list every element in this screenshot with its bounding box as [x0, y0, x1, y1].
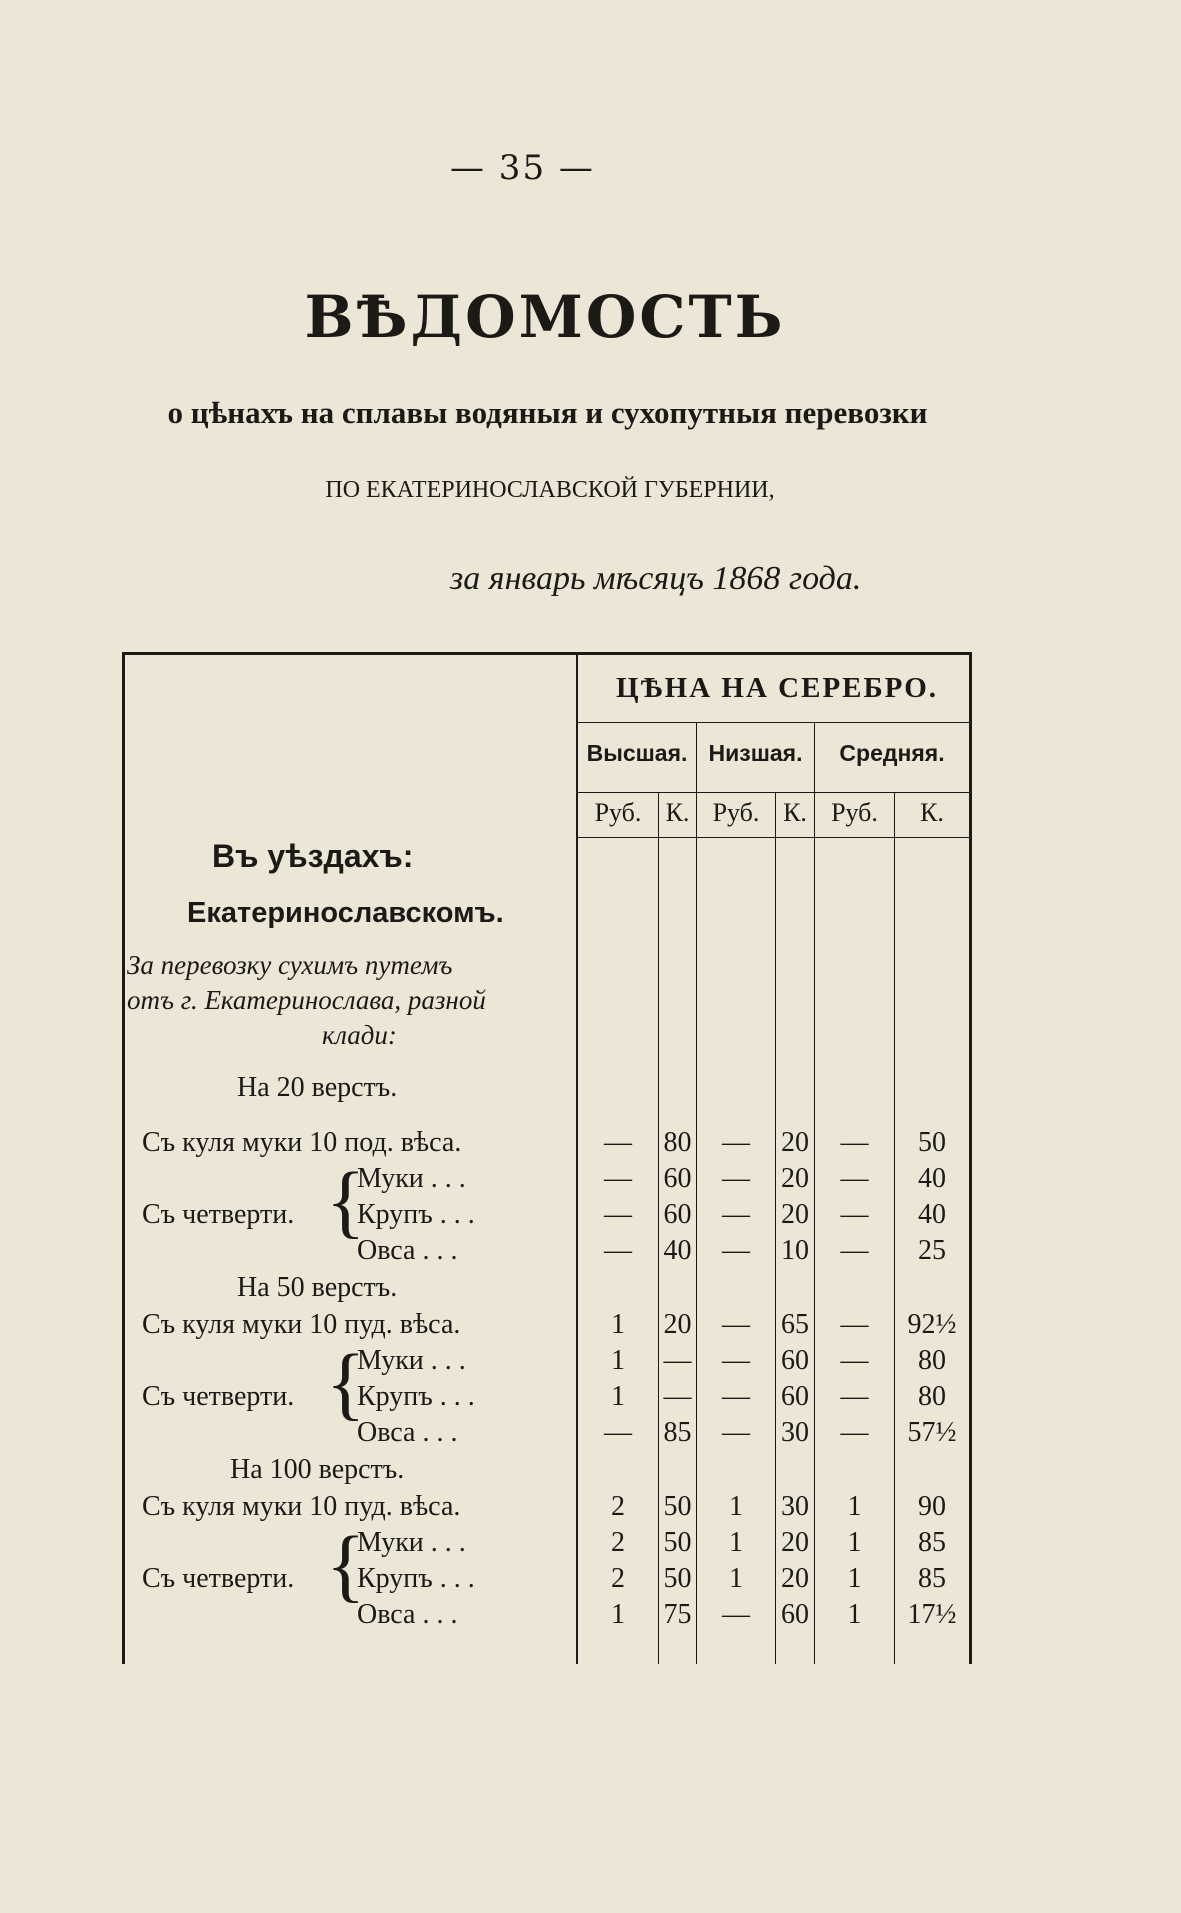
cell: 17½: [907, 1599, 957, 1630]
cell: —: [840, 1417, 869, 1448]
header-rule-1: [578, 722, 969, 723]
cell: 57½: [907, 1417, 957, 1448]
cell: 85: [663, 1417, 692, 1448]
cell: 30: [781, 1417, 809, 1448]
cell: 10: [781, 1235, 809, 1266]
header-rule-3: [578, 837, 969, 838]
row-label: Съ четверти.: [142, 1563, 295, 1594]
table-row: [122, 1563, 972, 1599]
document-subtitle: о цѣнахъ на сплавы водяныя и сухопутныя перевозки: [167, 395, 928, 430]
row-sub-label: Овса . . .: [357, 1599, 458, 1630]
row-sub-label: Овса . . .: [357, 1417, 458, 1448]
cell: 20: [781, 1563, 809, 1594]
table-row: [122, 1345, 972, 1381]
cell: —: [604, 1235, 632, 1266]
cell: 65: [781, 1309, 809, 1340]
table-row: [122, 1527, 972, 1563]
cell: —: [722, 1417, 750, 1448]
cell: 40: [918, 1163, 946, 1194]
note-line: отъ г. Екатеринослава, разной: [127, 985, 486, 1015]
cell: —: [663, 1381, 692, 1412]
page-number: — 35 —: [450, 148, 595, 188]
cell: 60: [781, 1381, 809, 1412]
cell: 1: [611, 1309, 625, 1340]
cell: 50: [663, 1491, 692, 1522]
col-highest: Высшая.: [586, 740, 688, 766]
cell: 40: [918, 1199, 946, 1230]
unit-kop: К.: [783, 798, 807, 827]
distance-heading: На 100 верстъ.: [230, 1454, 405, 1485]
cell: 2: [611, 1563, 625, 1594]
table-top-rule: [122, 652, 972, 655]
cell: 60: [781, 1599, 809, 1630]
cell: 1: [847, 1599, 862, 1630]
cell: 1: [729, 1563, 743, 1594]
table-row: [122, 1309, 972, 1345]
row-sub-label: Крупъ . . .: [357, 1199, 475, 1230]
price-header: ЦѢНА НА СЕРЕБРО.: [615, 672, 939, 704]
row-sub-label: Овса . . .: [357, 1235, 458, 1266]
cell: 85: [918, 1527, 946, 1558]
cell: 60: [663, 1163, 692, 1194]
col-lowest: Низшая.: [708, 740, 803, 766]
cell: —: [722, 1127, 750, 1158]
cell: 20: [781, 1199, 809, 1230]
cell: —: [840, 1345, 869, 1376]
brace-icon: {: [326, 1519, 366, 1610]
row-label: Съ четверти.: [142, 1381, 295, 1412]
cell: 30: [781, 1491, 809, 1522]
cell: —: [604, 1127, 632, 1158]
unit-kop: К.: [665, 798, 690, 827]
cell: 80: [918, 1345, 946, 1376]
cell: 1: [847, 1491, 862, 1522]
row-sub-label: Муки . . .: [357, 1163, 466, 1194]
note-line: За перевозку сухимъ путемъ: [127, 950, 453, 980]
cell: —: [604, 1417, 632, 1448]
table-row: [122, 1599, 972, 1635]
period-line: за январь мѣсяцъ 1868 года.: [450, 560, 862, 597]
brace-icon: {: [326, 1337, 366, 1428]
region-line: ПО ЕКАТЕРИНОСЛАВСКОЙ ГУБЕРНИИ,: [325, 477, 775, 503]
cell: —: [840, 1199, 869, 1230]
row-label: Съ куля муки 10 под. вѣса.: [142, 1127, 462, 1158]
cell: 2: [611, 1527, 625, 1558]
header-rule-2: [578, 792, 969, 793]
distance-heading: На 20 верстъ.: [237, 1072, 398, 1103]
row-label: Съ куля муки 10 пуд. вѣса.: [142, 1491, 461, 1522]
distance-heading: На 50 верстъ.: [237, 1272, 398, 1303]
cell: 20: [781, 1163, 809, 1194]
cell: 75: [663, 1599, 692, 1630]
cell: 25: [918, 1235, 946, 1266]
row-label: Съ четверти.: [142, 1199, 295, 1230]
cell: —: [722, 1381, 750, 1412]
note-line: клади:: [322, 1020, 397, 1050]
cell: 20: [663, 1309, 692, 1340]
row-sub-label: Муки . . .: [357, 1527, 466, 1558]
cell: 90: [918, 1491, 946, 1522]
cell: —: [604, 1199, 632, 1230]
cell: —: [840, 1309, 869, 1340]
cell: —: [722, 1199, 750, 1230]
cell: 20: [781, 1527, 809, 1558]
cell: —: [604, 1163, 632, 1194]
cell: 50: [663, 1563, 692, 1594]
cell: —: [840, 1235, 869, 1266]
table-row: [122, 1235, 972, 1271]
unit-kop: К.: [920, 798, 944, 827]
table-row: [122, 1381, 972, 1417]
cell: —: [840, 1381, 869, 1412]
table-row: [122, 1127, 972, 1163]
row-sub-label: Крупъ . . .: [357, 1381, 475, 1412]
cell: 80: [663, 1127, 692, 1158]
unit-rub: Руб.: [712, 798, 760, 827]
table-row: [122, 1163, 972, 1199]
cell: —: [722, 1309, 750, 1340]
cell: 50: [663, 1527, 692, 1558]
cell: 1: [611, 1599, 625, 1630]
cell: 1: [611, 1381, 625, 1412]
cell: 1: [847, 1527, 862, 1558]
cell: 1: [729, 1527, 743, 1558]
cell: 80: [918, 1381, 946, 1412]
table-row: [122, 1491, 972, 1527]
row-label: Съ куля муки 10 пуд. вѣса.: [142, 1309, 461, 1340]
cell: 1: [847, 1563, 862, 1594]
table-row: [122, 1417, 972, 1453]
unit-rub: Руб.: [831, 798, 878, 827]
cell: —: [722, 1599, 750, 1630]
cell: 1: [729, 1491, 743, 1522]
section-heading: Въ уѣздахъ:: [212, 838, 414, 874]
cell: 50: [918, 1127, 946, 1158]
brace-icon: {: [326, 1155, 366, 1246]
cell: 2: [611, 1491, 625, 1522]
cell: —: [722, 1163, 750, 1194]
cell: 60: [781, 1345, 809, 1376]
district-name: Екатеринославскомъ.: [187, 897, 504, 929]
cell: 85: [918, 1563, 946, 1594]
col-average: Средняя.: [839, 740, 945, 766]
cell: 1: [611, 1345, 625, 1376]
row-sub-label: Муки . . .: [357, 1345, 466, 1376]
cell: —: [663, 1345, 692, 1376]
cell: —: [722, 1235, 750, 1266]
cell: 60: [663, 1199, 692, 1230]
cell: 92½: [907, 1309, 957, 1340]
document-title: ВѢДОМОСТЬ: [304, 283, 786, 351]
cell: —: [840, 1127, 869, 1158]
cell: —: [722, 1345, 750, 1376]
price-table: [122, 652, 972, 1664]
cell: 20: [781, 1127, 809, 1158]
table-row: [122, 1199, 972, 1235]
row-sub-label: Крупъ . . .: [357, 1563, 475, 1594]
cell: —: [840, 1163, 869, 1194]
unit-rub: Руб.: [594, 798, 642, 827]
cell: 40: [663, 1235, 692, 1266]
